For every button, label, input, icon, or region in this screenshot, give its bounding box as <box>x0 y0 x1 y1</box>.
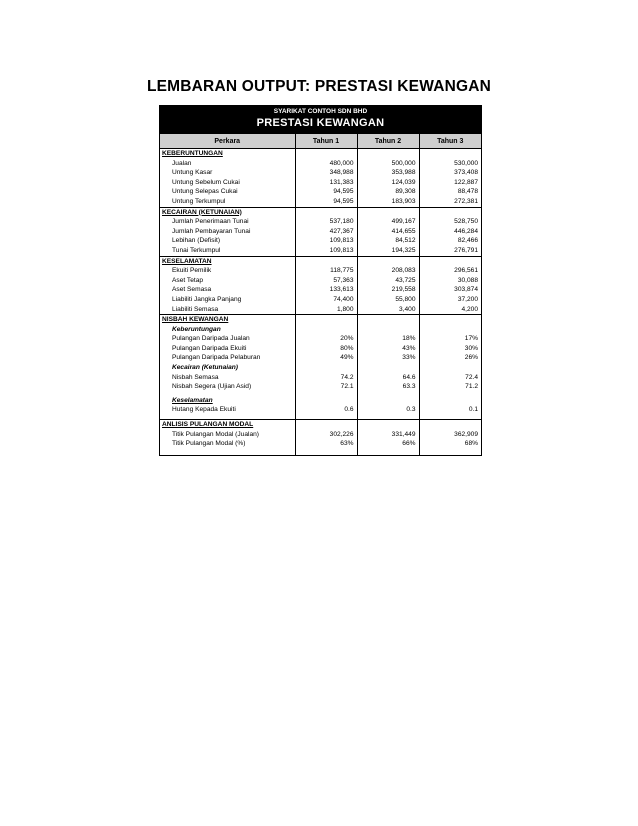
section-label: ANLISIS PULANGAN MODAL <box>160 420 295 430</box>
value-tahun-1: 63% <box>295 439 357 449</box>
value-tahun-2: 499,167 <box>357 217 419 227</box>
value-tahun-2: 219,558 <box>357 285 419 295</box>
value-tahun-2: 208,083 <box>357 266 419 276</box>
table-header-row <box>160 134 481 149</box>
value-tahun-3: 530,000 <box>419 159 481 169</box>
section-label: NISBAH KEWANGAN <box>160 315 295 325</box>
company-name: SYARIKAT CONTOH SDN BHD <box>273 108 368 115</box>
value-tahun-3: 0.1 <box>419 405 481 415</box>
row-label: Jumlah Pembayaran Tunai <box>172 227 251 235</box>
value-tahun-1: 537,180 <box>295 217 357 227</box>
value-tahun-3: 17% <box>419 334 481 344</box>
empty-cell <box>295 325 357 335</box>
financial-table <box>160 134 481 455</box>
report-title: PRESTASI KEWANGAN <box>256 117 385 129</box>
value-tahun-2: 43% <box>357 344 419 354</box>
empty-cell <box>357 315 419 325</box>
table-row <box>160 439 481 449</box>
value-tahun-2: 55,800 <box>357 295 419 305</box>
value-tahun-2: 89,308 <box>357 187 419 197</box>
section-row <box>160 149 481 159</box>
row-label: Nisbah Segera (Ujian Asid) <box>172 383 252 391</box>
empty-cell <box>295 420 357 430</box>
empty-cell <box>357 396 419 406</box>
empty-cell <box>419 325 481 335</box>
row-label: Untung Selepas Cukai <box>172 188 238 196</box>
value-tahun-1: 20% <box>295 334 357 344</box>
value-tahun-2: 124,039 <box>357 178 419 188</box>
value-tahun-2: 0.3 <box>357 405 419 415</box>
value-tahun-1: 302,226 <box>295 430 357 440</box>
value-tahun-1: 1,800 <box>295 305 357 315</box>
empty-cell <box>357 420 419 430</box>
table-row <box>160 295 481 305</box>
value-tahun-3: 26% <box>419 353 481 363</box>
row-label: Liabiliti Jangka Panjang <box>172 295 242 303</box>
table-row <box>160 187 481 197</box>
empty-cell <box>357 207 419 217</box>
value-tahun-3: 272,381 <box>419 197 481 207</box>
value-tahun-2: 84,512 <box>357 236 419 246</box>
table-row <box>160 285 481 295</box>
value-tahun-1: 131,383 <box>295 178 357 188</box>
row-label: Liabiliti Semasa <box>172 305 219 313</box>
value-tahun-3: 82,466 <box>419 236 481 246</box>
spacer-cell <box>357 449 419 455</box>
row-label: Jualan <box>172 159 192 167</box>
value-tahun-3: 71.2 <box>419 382 481 392</box>
section-row <box>160 315 481 325</box>
empty-cell <box>295 363 357 373</box>
value-tahun-2: 3,400 <box>357 305 419 315</box>
value-tahun-2: 194,325 <box>357 246 419 256</box>
empty-cell <box>357 256 419 266</box>
empty-cell <box>357 363 419 373</box>
table-row <box>160 353 481 363</box>
table-row <box>160 159 481 169</box>
table-row <box>160 382 481 392</box>
empty-cell <box>419 420 481 430</box>
subsection-row <box>160 396 481 406</box>
column-header-tahun-2: Tahun 2 <box>357 134 419 149</box>
value-tahun-3: 373,408 <box>419 168 481 178</box>
value-tahun-1: 94,595 <box>295 187 357 197</box>
subsection-row <box>160 325 481 335</box>
value-tahun-2: 353,988 <box>357 168 419 178</box>
value-tahun-3: 88,478 <box>419 187 481 197</box>
value-tahun-2: 500,000 <box>357 159 419 169</box>
value-tahun-1: 480,000 <box>295 159 357 169</box>
value-tahun-2: 33% <box>357 353 419 363</box>
row-label: Lebihan (Defisit) <box>172 237 221 245</box>
value-tahun-1: 118,775 <box>295 266 357 276</box>
row-label: Untung Terkumpul <box>172 197 226 205</box>
row-label: Pulangan Daripada Ekuiti <box>172 344 247 352</box>
table-row <box>160 236 481 246</box>
table-row <box>160 334 481 344</box>
value-tahun-1: 427,367 <box>295 227 357 237</box>
row-label: Pulangan Daripada Pelaburan <box>172 354 261 362</box>
value-tahun-3: 446,284 <box>419 227 481 237</box>
subsection-label: Keselamatan <box>172 396 213 404</box>
row-label: Jumlah Penerimaan Tunai <box>172 218 249 226</box>
empty-cell <box>357 149 419 159</box>
section-label: KEBERUNTUNGAN <box>160 149 295 159</box>
value-tahun-2: 414,655 <box>357 227 419 237</box>
value-tahun-3: 528,750 <box>419 217 481 227</box>
row-label: Untung Sebelum Cukai <box>172 178 240 186</box>
table-row <box>160 405 481 415</box>
empty-cell <box>419 256 481 266</box>
empty-cell <box>357 325 419 335</box>
empty-cell <box>295 207 357 217</box>
value-tahun-1: 109,813 <box>295 246 357 256</box>
table-row <box>160 276 481 286</box>
value-tahun-3: 72.4 <box>419 373 481 383</box>
empty-cell <box>295 315 357 325</box>
spacer-cell <box>160 449 295 455</box>
value-tahun-2: 43,725 <box>357 276 419 286</box>
table-row <box>160 197 481 207</box>
value-tahun-1: 94,595 <box>295 197 357 207</box>
empty-cell <box>419 363 481 373</box>
column-header-tahun-1: Tahun 1 <box>295 134 357 149</box>
value-tahun-1: 109,813 <box>295 236 357 246</box>
row-label: Tunai Terkumpul <box>172 246 221 254</box>
value-tahun-1: 72.1 <box>295 382 357 392</box>
value-tahun-1: 74.2 <box>295 373 357 383</box>
value-tahun-3: 30% <box>419 344 481 354</box>
table-row <box>160 344 481 354</box>
value-tahun-3: 303,874 <box>419 285 481 295</box>
value-tahun-3: 276,791 <box>419 246 481 256</box>
table-row <box>160 168 481 178</box>
section-label: KESELAMATAN <box>160 256 295 266</box>
value-tahun-2: 183,903 <box>357 197 419 207</box>
spacer-cell <box>295 449 357 455</box>
value-tahun-1: 0.6 <box>295 405 357 415</box>
table-row <box>160 178 481 188</box>
table-body <box>160 149 481 455</box>
value-tahun-2: 64.6 <box>357 373 419 383</box>
section-row <box>160 207 481 217</box>
row-label: Pulangan Daripada Jualan <box>172 335 250 343</box>
value-tahun-3: 4,200 <box>419 305 481 315</box>
subsection-label: Keberuntungan <box>172 325 221 333</box>
empty-cell <box>419 207 481 217</box>
page-title: LEMBARAN OUTPUT: PRESTASI KEWANGAN <box>146 78 492 95</box>
table-row <box>160 373 481 383</box>
empty-cell <box>419 315 481 325</box>
value-tahun-1: 57,363 <box>295 276 357 286</box>
table-row <box>160 217 481 227</box>
column-header-perkara: Perkara <box>160 134 295 149</box>
value-tahun-1: 133,613 <box>295 285 357 295</box>
section-row <box>160 256 481 266</box>
value-tahun-3: 30,088 <box>419 276 481 286</box>
spacer-cell <box>419 449 481 455</box>
row-label: Ekuiti Pemilik <box>172 267 212 275</box>
value-tahun-3: 362,909 <box>419 430 481 440</box>
empty-cell <box>295 396 357 406</box>
row-label: Hutang Kepada Ekuiti <box>172 406 236 414</box>
value-tahun-1: 49% <box>295 353 357 363</box>
value-tahun-2: 18% <box>357 334 419 344</box>
value-tahun-1: 74,400 <box>295 295 357 305</box>
row-label: Titik Pulangan Modal (%) <box>172 440 246 448</box>
table-row <box>160 305 481 315</box>
empty-cell <box>419 149 481 159</box>
section-row <box>160 420 481 430</box>
table-row <box>160 246 481 256</box>
value-tahun-2: 66% <box>357 439 419 449</box>
spacer-row <box>160 449 481 455</box>
row-label: Nisbah Semasa <box>172 373 219 381</box>
empty-cell <box>295 149 357 159</box>
value-tahun-3: 37,200 <box>419 295 481 305</box>
section-label: KECAIRAN (KETUNAIAN) <box>160 207 295 217</box>
subsection-label: Kecairan (Ketunaian) <box>172 364 238 372</box>
row-label: Titik Pulangan Modal (Jualan) <box>172 430 259 438</box>
value-tahun-1: 348,988 <box>295 168 357 178</box>
empty-cell <box>419 396 481 406</box>
table-row <box>160 266 481 276</box>
value-tahun-3: 68% <box>419 439 481 449</box>
column-header-tahun-3: Tahun 3 <box>419 134 481 149</box>
value-tahun-3: 296,561 <box>419 266 481 276</box>
table-row <box>160 227 481 237</box>
report-banner <box>160 106 481 134</box>
value-tahun-1: 80% <box>295 344 357 354</box>
table-row <box>160 430 481 440</box>
value-tahun-3: 122,887 <box>419 178 481 188</box>
row-label: Untung Kasar <box>172 169 213 177</box>
subsection-row <box>160 363 481 373</box>
row-label: Aset Tetap <box>172 276 204 284</box>
row-label: Aset Semasa <box>172 286 212 294</box>
empty-cell <box>295 256 357 266</box>
value-tahun-2: 331,449 <box>357 430 419 440</box>
financial-report <box>159 105 482 456</box>
value-tahun-2: 63.3 <box>357 382 419 392</box>
